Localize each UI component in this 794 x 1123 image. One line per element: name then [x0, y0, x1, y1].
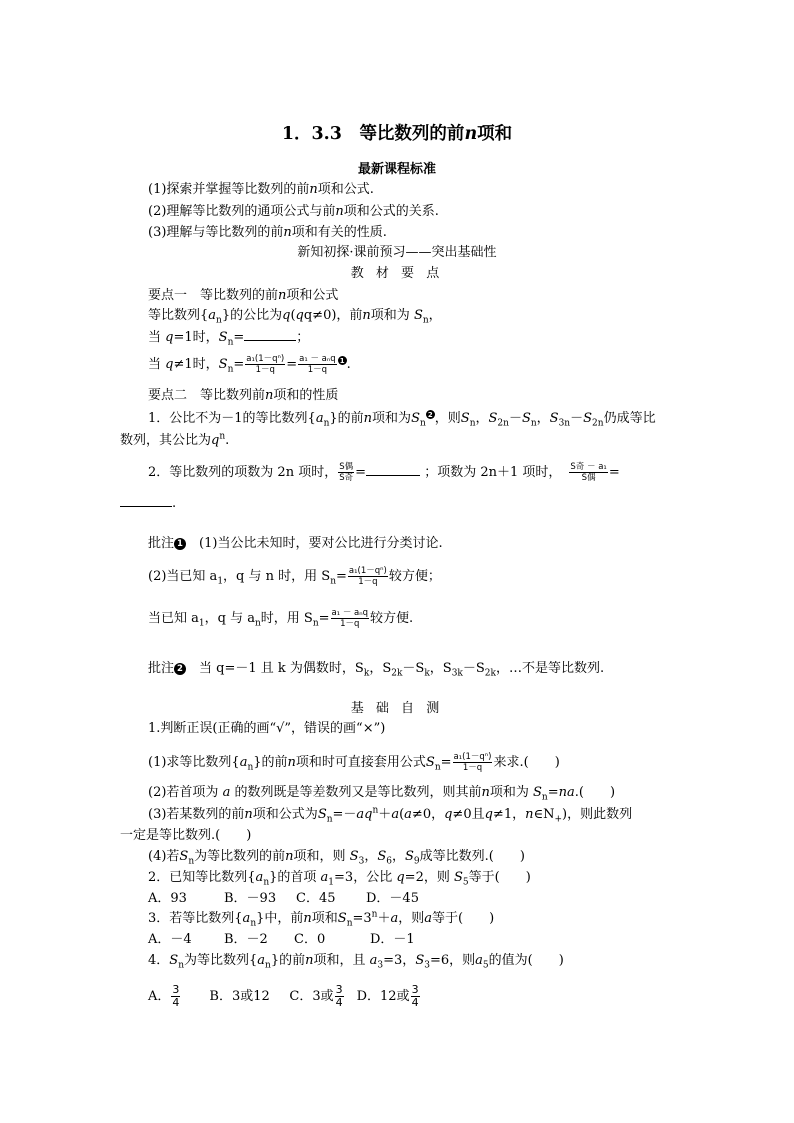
option-a[interactable]: A． $\frac{3}{4}$: [148, 983, 180, 1009]
standard-item-3: (3)理解与等比数列的前n项和有关的性质.: [148, 225, 387, 240]
option-b[interactable]: B．3或12: [209, 989, 270, 1004]
sum-formula-fraction-1: $\frac{\text{a₁(1－qⁿ)}}{1-q}$: [246, 354, 285, 375]
option-d[interactable]: D．12或 $\frac{3}{4}$: [356, 983, 419, 1009]
question-1-item-2: (2)若首项为 a 的数列既是等差数列又是等比数列，则其前n项和为 $S_n=na$.( ): [148, 785, 616, 803]
note-1-part-3: 当已知 $a_1$，q 与 $a_n$时，用 $S_n=$ $\frac{\text{a₁ － aₙq}}{1-q}$ 较方便.: [148, 608, 414, 629]
question-1-item-1: (1)求等比数列$\{a_n\}$的前n项和时可直接套用公式$S_n=$ $\frac{\text{a₁(1－qⁿ)}}{1-q}$ 来求.( ): [148, 752, 560, 773]
question-1: 1.判断正误(正确的画“√”，错误的画“×”): [148, 721, 386, 736]
page-title: [0, 122, 794, 146]
fraction-three-quarters: $\frac{3}{4}$: [411, 983, 419, 1009]
answer-blank[interactable]: [244, 328, 296, 341]
standard-item-2: (2)理解等比数列的通项公式与前n项和公式的关系.: [148, 204, 439, 219]
note-formula-fraction-1: $\frac{\text{a₁(1－qⁿ)}}{1-q}$: [348, 566, 387, 587]
question-2-options: [148, 890, 419, 908]
answer-blank[interactable]: [120, 494, 172, 507]
note-marker-2: 2: [174, 663, 186, 675]
option-a[interactable]: A．93: [148, 891, 187, 906]
question-2: 2．已知等比数列$\{a_n\}$的首项 $a_1=3$，公比 q=2，则 $S_5$等于( ): [148, 870, 531, 888]
point1-case-q-equals-1: 当 q=1时，$S_n=$ ；: [148, 330, 310, 348]
option-c[interactable]: C．45: [296, 891, 336, 906]
preview-heading: 新知初探·课前预习——突出基础性: [297, 245, 497, 260]
question-3: 3．若等比数列$\{a_n\}$中，前n项和$S_n=3^n+a$，则a等于( ): [148, 909, 495, 929]
note-marker-1: 1: [338, 356, 347, 365]
note-marker-1: 1: [174, 538, 186, 550]
point2-property-1-cont: 数列，其公比为$q^n$.: [120, 431, 230, 448]
note-formula-fraction-2: $\frac{\text{a₁ － aₙq}}{1-q}$: [331, 608, 369, 629]
standards-heading: 最新课程标准: [357, 162, 436, 177]
point2-property-1: 1．公比不为－1的等比数列$\{a_n\}$的前n项和为$S_n2$ ，则$S_n$，$S_{2n}-S_n$，$S_{3n}-S_{2n}$仍成等比: [148, 410, 656, 429]
point1-definition: 等比数列$\{a_n\}$的公比为q(qq≠0)，前n项和为 $S_n$，: [148, 308, 442, 326]
fraction-three-quarters: $\frac{3}{4}$: [335, 983, 343, 1009]
odd-minus-a1-fraction: $\frac{\text{S奇 － a₁}}{\text{S偶}}$: [570, 462, 607, 483]
option-c[interactable]: C．3或 $\frac{3}{4}$: [289, 983, 343, 1009]
sum-formula-fraction-2: $\frac{\text{a₁ － aₙq}}{1-q}$: [299, 354, 336, 375]
question-1-item-4: (4)若$S_n$为等比数列的前n项和，则 $S_3$，$S_6$，$S_9$成等比数列.( ): [148, 849, 525, 867]
option-b[interactable]: B．－93: [224, 891, 277, 906]
question-3-options: [148, 931, 415, 949]
title-text-tail: 项和: [477, 124, 513, 144]
point1-heading: 要点一 等比数列的前n项和公式: [148, 288, 339, 303]
option-d[interactable]: D．－45: [366, 891, 419, 906]
note-1: 批注 1 (1)当公比未知时，要对公比进行分类讨论.: [148, 536, 443, 551]
title-number: 1．3.3: [281, 124, 342, 144]
point2-heading: 要点二 等比数列前n项和的性质: [148, 388, 339, 403]
note-marker-2: 2: [426, 410, 435, 419]
question-1-item-3: (3)若某数列的前n项和公式为$S_n=-aq^n+a(a\ne 0$，q≠0且q≠1，$n\in N_+$)，则此数列: [148, 805, 633, 825]
point2-property-2: 2．等比数列的项数为 2n 项时， $\frac{\text{S偶}}{\text{S奇}}$ = ；项数为 2n＋1 项时， $\frac{\text{S奇 － a₁}}{\text{S偶}}$ =: [148, 462, 620, 483]
standard-item-1: (1)探索并掌握等比数列的前n项和公式.: [148, 182, 374, 197]
option-b[interactable]: B．－2: [224, 932, 268, 947]
option-c[interactable]: C．0: [294, 932, 326, 947]
point1-case-q-not-1: 当 q≠1时，$S_n=$ $\frac{\text{a₁(1－qⁿ)}}{1-q}$ = $\frac{\text{a₁ － aₙq}}{1-q}$ 1 .: [148, 354, 351, 375]
textbook-heading: 教 材 要 点: [350, 266, 444, 281]
note-1-part-2: (2)当已知 $a_1$，q 与 n 时，用 $S_n=$ $\frac{\text{a₁(1－qⁿ)}}{1-q}$ 较方便；: [148, 566, 441, 587]
fraction-three-quarters: $\frac{3}{4}$: [172, 983, 180, 1009]
title-var: n: [464, 124, 478, 144]
even-odd-ratio-fraction: $\frac{\text{S偶}}{\text{S奇}}$: [339, 462, 354, 483]
point2-property-2-cont: .: [120, 494, 176, 513]
option-d[interactable]: D．－1: [370, 932, 415, 947]
question-4: 4．$S_n$为等比数列$\{a_n\}$的前n项和，且 $a_3=3$，$S_3=6$，则$a_5$的值为( ): [148, 953, 564, 971]
judge-formula-fraction: $\frac{\text{a₁(1－qⁿ)}}{1-q}$: [453, 752, 492, 773]
option-a[interactable]: A．－4: [148, 932, 192, 947]
answer-blank[interactable]: [366, 463, 420, 476]
question-1-item-3-cont: 一定是等比数列.( ): [120, 828, 252, 843]
note-2: 批注 2 当 q=－1 且 k 为偶数时，$S_k$，$S_{2k}-S_k$，$S_{3k}-S_{2k}$，…不是等比数列.: [148, 661, 605, 679]
basic-test-heading: 基 础 自 测: [350, 701, 444, 716]
question-4-options: [148, 984, 421, 1009]
title-text: 等比数列的前: [359, 124, 465, 144]
